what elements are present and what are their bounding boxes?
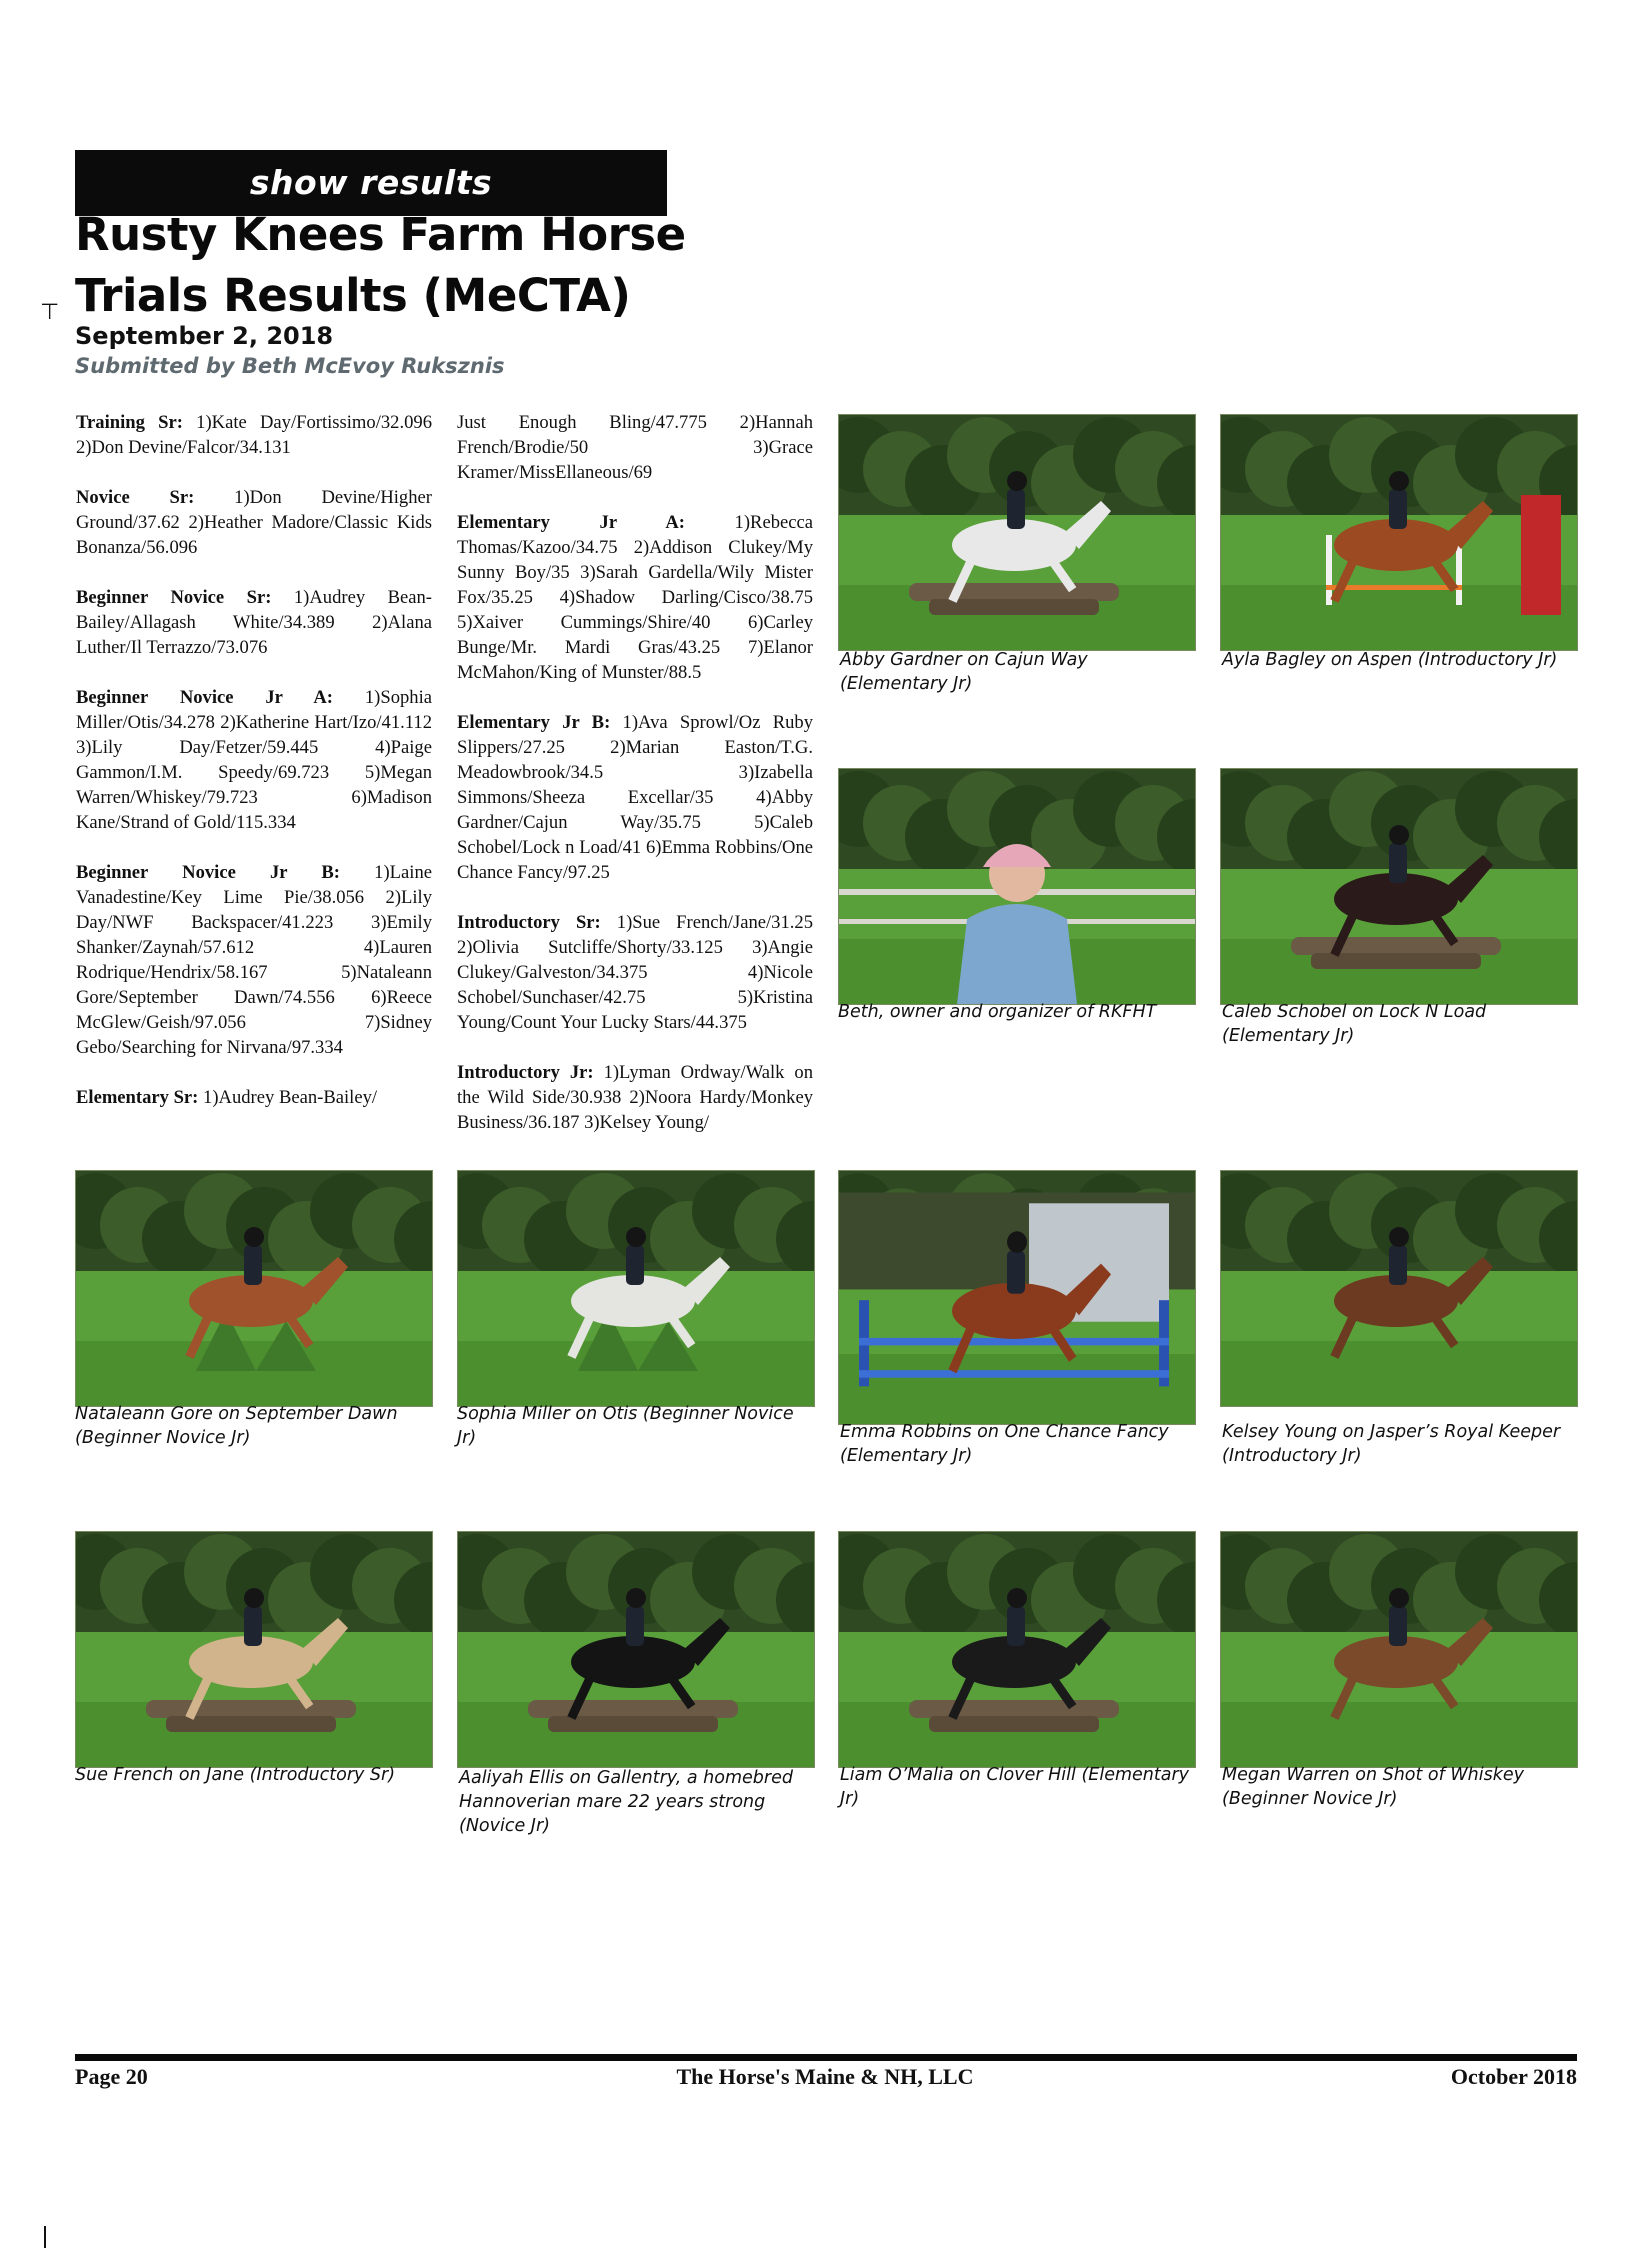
photo bbox=[457, 1170, 815, 1407]
division-results: 1)Audrey Bean-Bailey/ bbox=[198, 1087, 378, 1108]
division-results: 1)Ava Sprowl/Oz Ruby Slippers/27.25 2)Marian Easton/T.G. Meadowbrook/34.5 3)Izabella Simmons/Sheeza Excellar/35 4)Abby Gardner/Cajun Way/35.75 5)Caleb Schobel/Lock n Load/41 6)Emma Robbins/One Chance Fancy/97.25 bbox=[457, 712, 814, 883]
division-results: 1)Audrey Bean-Bailey/Allagash White/34.389 2)Alana Luther/Il Terrazzo/73.076 bbox=[76, 587, 432, 658]
result-entry bbox=[76, 860, 432, 1060]
photo-caption: Sue French on Jane (Introductory Sr) bbox=[75, 1765, 396, 1785]
photo-caption: Beth, owner and organizer of RKFHT bbox=[838, 1002, 1157, 1022]
photo bbox=[457, 1531, 815, 1768]
photo-image bbox=[839, 769, 1195, 1004]
division-label: Elementary Sr: bbox=[76, 1087, 199, 1108]
photo bbox=[838, 1170, 1196, 1425]
photo-image bbox=[458, 1171, 814, 1406]
result-entry bbox=[76, 1085, 432, 1110]
photo-image bbox=[458, 1532, 814, 1767]
result-entry bbox=[457, 1060, 813, 1135]
photo-caption: Abby Gardner on Cajun Way (Elementary Jr) bbox=[840, 650, 1088, 694]
result-entry bbox=[76, 410, 432, 460]
division-label: Elementary Jr A: bbox=[457, 512, 685, 533]
division-label: Beginner Novice Sr: bbox=[76, 587, 272, 608]
photo-caption: Nataleann Gore on September Dawn (Beginner Novice Jr) bbox=[75, 1404, 398, 1448]
division-results: 1)Don Devine/Higher Ground/37.62 2)Heather Madore/Classic Kids Bonanza/56.096 bbox=[76, 487, 432, 558]
photo-caption: Emma Robbins on One Chance Fancy (Elementary Jr) bbox=[840, 1422, 1169, 1466]
division-results: 1)Lyman Ordway/Walk on the Wild Side/30.938 2)Noora Hardy/Monkey Business/36.187 3)Kelsey Young/ bbox=[457, 1062, 813, 1133]
photo-image bbox=[839, 1532, 1195, 1767]
publication-name: The Horse's Maine & NH, LLC bbox=[676, 2064, 974, 2089]
result-entry bbox=[76, 585, 432, 660]
section-kicker: show results bbox=[75, 150, 667, 216]
result-entry bbox=[457, 910, 813, 1035]
article-date: September 2, 2018 bbox=[75, 322, 334, 350]
footer-rule bbox=[75, 2054, 1577, 2061]
photo bbox=[1220, 414, 1578, 651]
division-results: 1)Sue French/Jane/31.25 2)Olivia Sutcliffe/Shorty/33.125 3)Angie Clukey/Galveston/34.375 4)Nicole Schobel/Sunchaser/42.75 5)Kristina Young/Count Your Lucky Stars/44.375 bbox=[457, 912, 814, 1033]
results-column-2 bbox=[457, 410, 813, 1160]
division-results: 1)Sophia Miller/Otis/34.278 2)Katherine Hart/Izo/41.112 3)Lily Day/Fetzer/59.445 4)Paige Gammon/I.M. Speedy/69.723 5)Megan Warren/Whiskey/79.723 6)Madison Kane/Strand of Gold/115.334 bbox=[76, 687, 432, 833]
result-entry bbox=[457, 410, 813, 485]
division-label: Introductory Jr: bbox=[457, 1062, 594, 1083]
photo bbox=[1220, 1531, 1578, 1768]
result-entry bbox=[76, 485, 432, 560]
division-label: Introductory Sr: bbox=[457, 912, 601, 933]
division-label: Novice Sr: bbox=[76, 487, 195, 508]
photo-caption: Caleb Schobel on Lock N Load (Elementary Jr) bbox=[1222, 1002, 1487, 1046]
photo bbox=[75, 1531, 433, 1768]
result-entry bbox=[457, 710, 813, 885]
division-results: 1)Rebecca Thomas/Kazoo/34.75 2)Addison Clukey/My Sunny Boy/35 3)Sarah Gardella/Wily Mister Fox/35.25 4)Shadow Darling/Cisco/38.75 5)Xaiver Cummings/Shire/40 6)Carley Bunge/Mr. Mardi Gras/43.25 7)Elanor McMahon/King of Munster/88.5 bbox=[457, 512, 814, 683]
division-label: Elementary Jr B: bbox=[457, 712, 611, 733]
article-title: Rusty Knees Farm Horse Trials Results (MeCTA) bbox=[75, 208, 686, 322]
photo-image bbox=[76, 1171, 432, 1406]
photo-image bbox=[1221, 1532, 1577, 1767]
photo-image bbox=[839, 1171, 1195, 1424]
crop-mark-bottom bbox=[44, 2226, 46, 2248]
photo bbox=[1220, 768, 1578, 1005]
photo bbox=[838, 414, 1196, 651]
photo-caption: Sophia Miller on Otis (Beginner Novice Jr) bbox=[457, 1404, 794, 1448]
division-results: 1)Kate Day/Fortissimo/32.096 2)Don Devine/Falcor/34.131 bbox=[76, 412, 432, 458]
issue-date: October 2018 bbox=[1450, 2064, 1577, 2089]
result-entry bbox=[457, 510, 813, 685]
photo-caption: Ayla Bagley on Aspen (Introductory Jr) bbox=[1222, 650, 1558, 670]
photo-image bbox=[76, 1532, 432, 1767]
article-byline: Submitted by Beth McEvoy Ruksznis bbox=[75, 354, 505, 378]
division-results: 1)Laine Vanadestine/Key Lime Pie/38.056 2)Lily Day/NWF Backspacer/41.223 3)Emily Shanker/Zaynah/57.612 4)Lauren Rodrique/Hendrix/58.167 5)Nataleann Gore/September Dawn/74.556 6)Reece McGlew/Geish/97.056 7)Sidney Gebo/Searching for Nirvana/97.334 bbox=[76, 862, 432, 1058]
photo-caption: Liam O’Malia on Clover Hill (Elementary Jr) bbox=[840, 1765, 1190, 1809]
division-label: Beginner Novice Jr B: bbox=[76, 862, 340, 883]
photo-image bbox=[1221, 1171, 1577, 1406]
photo-image bbox=[1221, 415, 1577, 650]
division-results: Just Enough Bling/47.775 2)Hannah French/Brodie/50 3)Grace Kramer/MissEllaneous/69 bbox=[457, 412, 813, 483]
photo bbox=[1220, 1170, 1578, 1407]
photo bbox=[75, 1170, 433, 1407]
result-entry bbox=[76, 685, 432, 835]
photo-caption: Megan Warren on Shot of Whiskey (Beginner Novice Jr) bbox=[1222, 1765, 1524, 1809]
photo-image bbox=[1221, 769, 1577, 1004]
results-column-1 bbox=[76, 410, 432, 1135]
photo-caption: Aaliyah Ellis on Gallentry, a homebred Hannoverian mare 22 years strong (Novice Jr) bbox=[459, 1768, 793, 1836]
photo-image bbox=[839, 415, 1195, 650]
division-label: Beginner Novice Jr A: bbox=[76, 687, 334, 708]
division-label: Training Sr: bbox=[76, 412, 183, 433]
photo bbox=[838, 768, 1196, 1005]
photo bbox=[838, 1531, 1196, 1768]
page-number: Page 20 bbox=[75, 2064, 148, 2089]
crop-mark: ⊤ bbox=[40, 300, 60, 325]
photo-caption: Kelsey Young on Jasper’s Royal Keeper (Introductory Jr) bbox=[1222, 1422, 1561, 1466]
